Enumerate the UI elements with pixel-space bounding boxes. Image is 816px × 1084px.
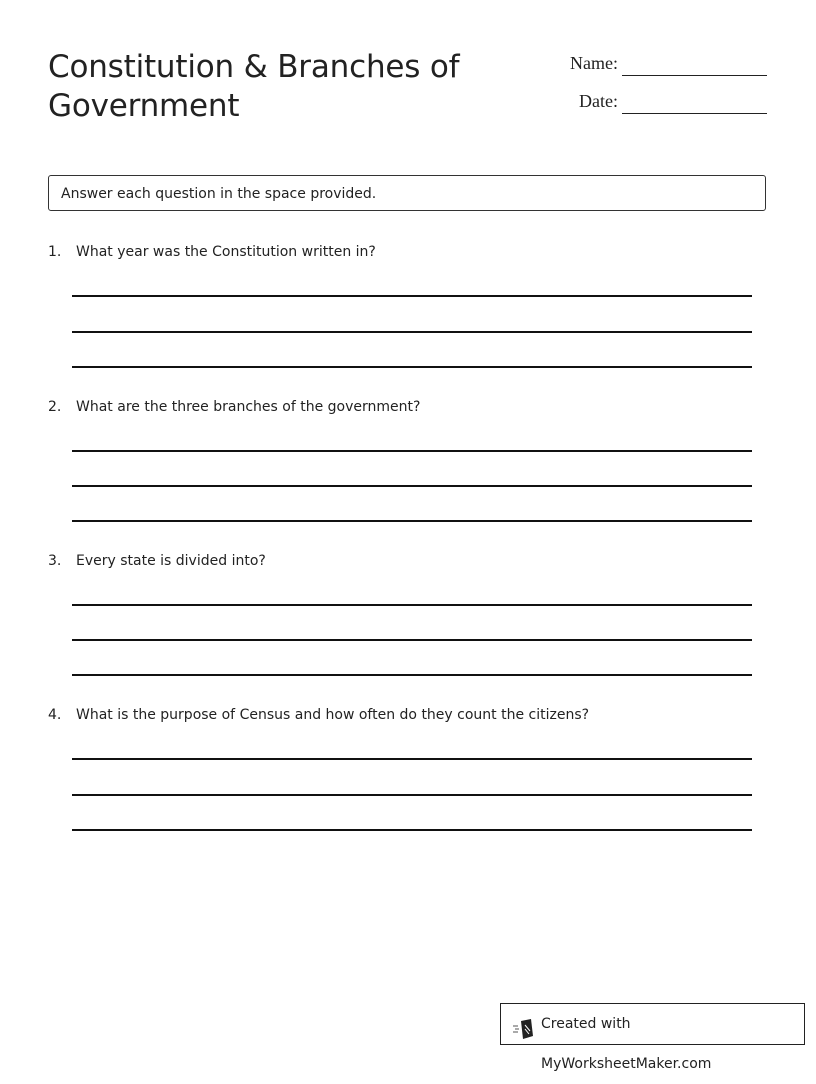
question-text: What are the three branches of the government?: [76, 399, 421, 415]
question-text: What is the purpose of Census and how often do they count the citizens?: [76, 707, 590, 723]
answer-line[interactable]: [72, 450, 752, 452]
question-3: [48, 553, 266, 569]
answer-line[interactable]: [72, 485, 752, 487]
question-number: 1.: [48, 244, 62, 260]
answer-line[interactable]: [72, 520, 752, 522]
question-text: Every state is divided into?: [76, 553, 266, 569]
worksheet-maker-logo-icon: [513, 1015, 535, 1035]
question-text: What year was the Constitution written in?: [76, 244, 376, 260]
worksheet-title: Constitution & Branches of Government: [48, 49, 460, 124]
answer-line[interactable]: [72, 331, 752, 333]
date-field[interactable]: [555, 91, 770, 115]
date-blank-line[interactable]: [622, 113, 767, 114]
answer-line[interactable]: [72, 674, 752, 676]
instructions-box: Answer each question in the space provided.: [48, 175, 766, 211]
question-number: 2.: [48, 399, 62, 415]
badge-text: Created with MyWorksheetMaker.com: [541, 1016, 712, 1072]
question-4: [48, 707, 589, 723]
date-label: Date:: [579, 91, 618, 111]
question-number: 4.: [48, 707, 62, 723]
question-2: [48, 399, 420, 415]
answer-line[interactable]: [72, 295, 752, 297]
question-number: 3.: [48, 553, 62, 569]
answer-line[interactable]: [72, 758, 752, 760]
name-label: Name:: [570, 53, 618, 73]
answer-line[interactable]: [72, 639, 752, 641]
name-blank-line[interactable]: [622, 75, 767, 76]
created-with-badge[interactable]: [500, 1003, 805, 1072]
answer-line[interactable]: [72, 829, 752, 831]
answer-line[interactable]: [72, 604, 752, 606]
answer-line[interactable]: [72, 794, 752, 796]
answer-line[interactable]: [72, 366, 752, 368]
name-field[interactable]: [555, 53, 770, 77]
question-1: [48, 244, 376, 260]
